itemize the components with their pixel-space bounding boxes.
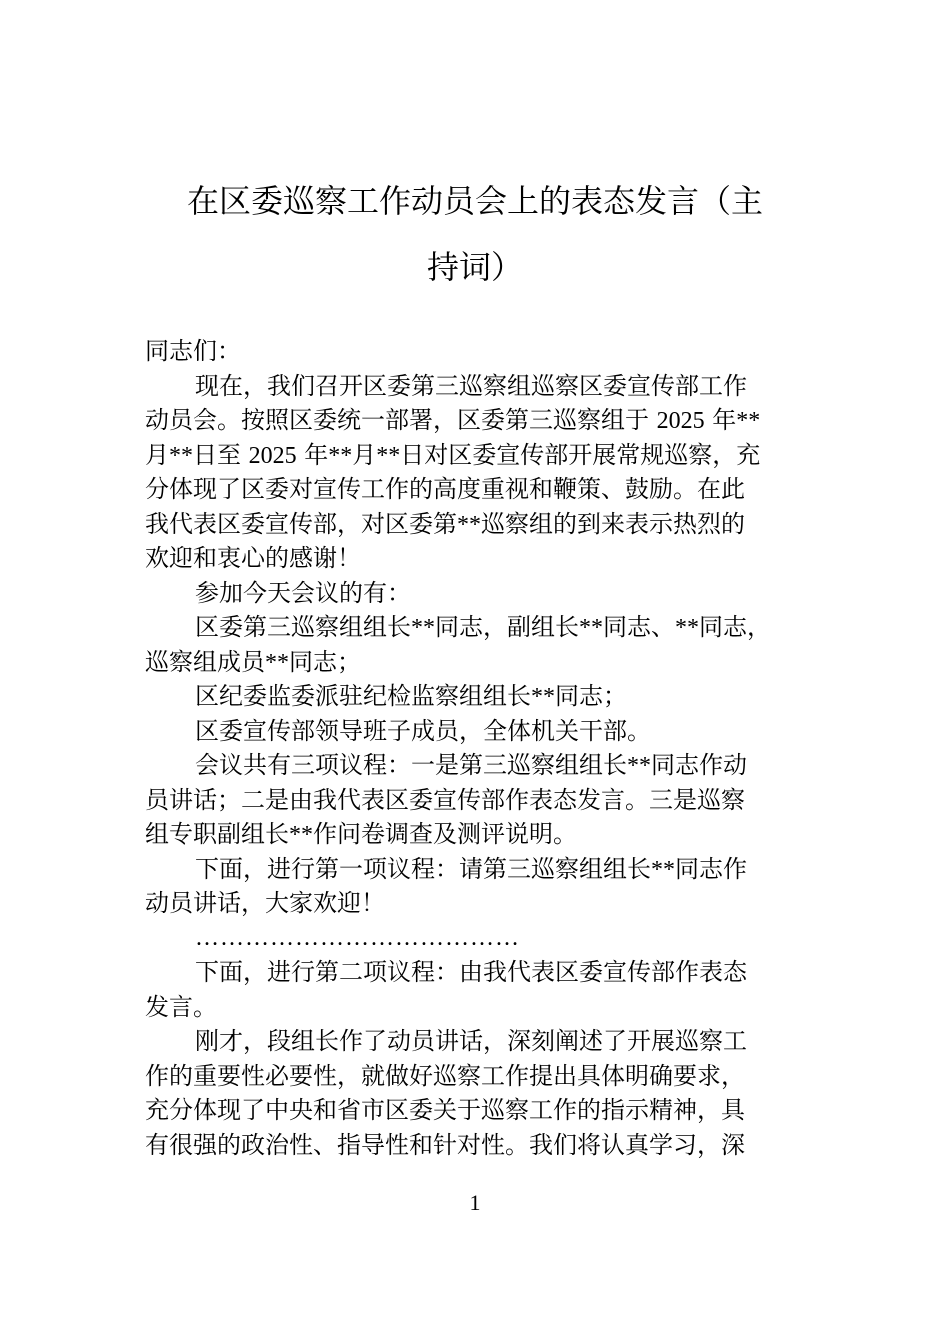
document-title	[145, 168, 805, 300]
salutation: 同志们：	[145, 337, 241, 365]
body-line: 员讲话；二是由我代表区委宣传部作表态发言。三是巡察	[145, 785, 745, 814]
body-line: 下面，进行第一项议程：请第三巡察组组长**同志作	[195, 854, 747, 883]
body-line: 动员讲话，大家欢迎！	[145, 889, 385, 917]
title-line-2: 持词）	[426, 248, 523, 286]
body-line: 会议共有三项议程：一是第三巡察组组长**同志作动	[195, 751, 747, 779]
body-line: 现在，我们召开区委第三巡察组巡察区委宣传部工作	[195, 371, 747, 400]
body-line: 充分体现了中央和省市区委关于巡察工作的指示精神，具	[145, 1096, 745, 1124]
body-line: 区委宣传部领导班子成员，全体机关干部。	[195, 716, 651, 745]
title-line-1: 在区委巡察工作动员会上的表态发言（主	[186, 182, 763, 220]
body-line: 组专职副组长**作问卷调查及测评说明。	[145, 820, 577, 848]
body-line: 有很强的政治性、指导性和针对性。我们将认真学习，深	[145, 1130, 745, 1159]
body-line: 动员会。按照区委统一部署，区委第三巡察组于 2025 年**	[145, 406, 761, 434]
body-lines	[145, 369, 810, 1163]
page-number: 1	[469, 1190, 481, 1215]
body-line: 区委第三巡察组组长**同志，副组长**同志、**同志，	[195, 613, 771, 641]
body-line: 刚才，段组长作了动员讲话，深刻阐述了开展巡察工	[195, 1027, 747, 1055]
body-line: 月**日至 2025 年**月**日对区委宣传部开展常规巡察，充	[145, 440, 761, 469]
body-line: 下面，进行第二项议程：由我代表区委宣传部作表态	[195, 958, 747, 986]
body-line: 区纪委监委派驻纪检监察组组长**同志；	[195, 682, 627, 710]
body-line: 我代表区委宣传部，对区委第**巡察组的到来表示热烈的	[145, 509, 745, 538]
body-line: 参加今天会议的有：	[195, 578, 411, 607]
body-line: 巡察组成员**同志；	[145, 647, 361, 676]
body-line: 作的重要性必要性，就做好巡察工作提出具体明确要求，	[145, 1061, 745, 1090]
ellipsis-separator: …………………………………	[195, 924, 520, 951]
body-line: 分体现了区委对宣传工作的高度重视和鞭策、鼓励。在此	[145, 475, 745, 503]
body-line: 发言。	[145, 992, 217, 1021]
body-line: 欢迎和衷心的感谢！	[145, 544, 361, 572]
document-body	[145, 334, 810, 1162]
